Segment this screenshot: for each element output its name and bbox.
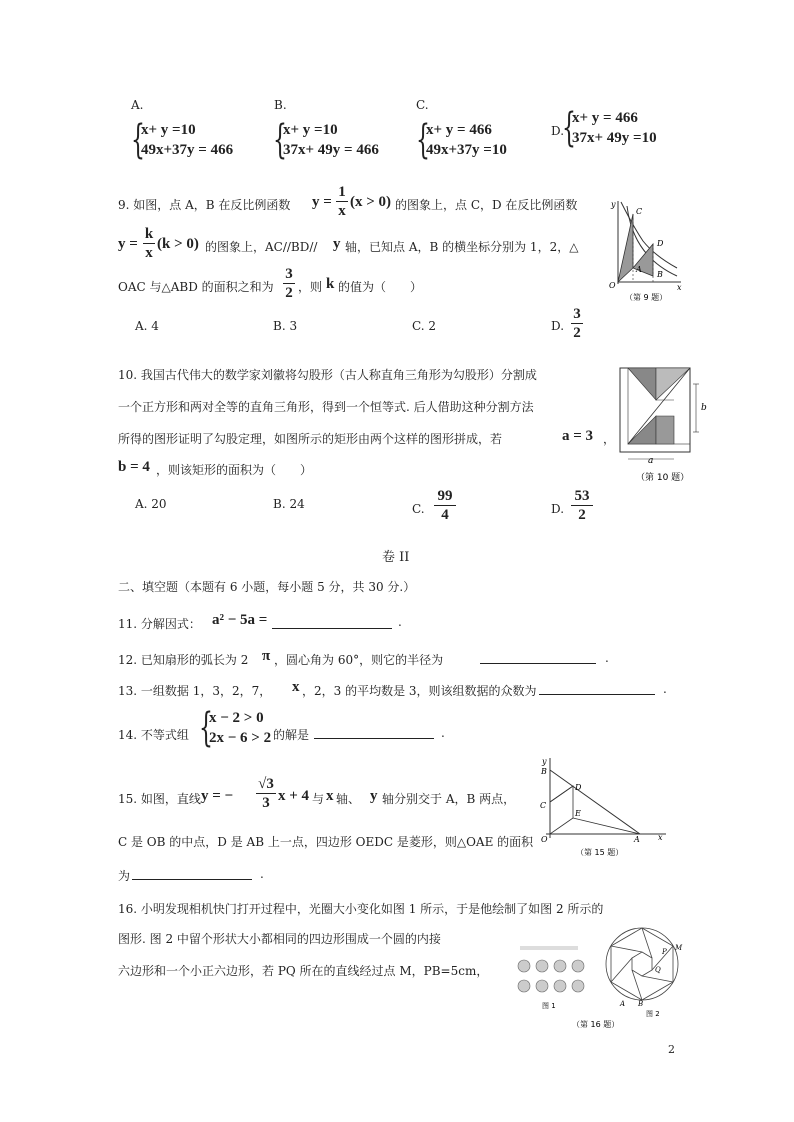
q16-fig-label-b: B xyxy=(638,1000,644,1008)
q9-option-d-label: D. xyxy=(551,319,565,333)
q9-y-axis-var: y xyxy=(333,236,341,252)
q12-text1: 12. 已知扇形的弧长为 2 xyxy=(118,653,249,667)
q10-text-line4: ，则该矩形的面积为（ ） xyxy=(156,463,313,477)
q9-fig-label-b: B xyxy=(657,270,663,279)
q15-text3: 轴、 xyxy=(336,792,361,806)
q15-text2: 与 xyxy=(312,792,325,806)
section-title: 卷 II xyxy=(382,550,410,565)
q9-sum-fraction: 3 2 xyxy=(283,266,295,301)
q9-fig-label-c: C xyxy=(636,207,643,216)
q8-option-c-label: C. xyxy=(416,98,429,112)
q10-fig-caption: （第 10 题） xyxy=(636,473,690,483)
q15-fig-caption: （第 15 题） xyxy=(576,848,624,857)
q10-text-line1: 10. 我国古代伟大的数学家刘徽将勾股形（古人称直角三角形为勾股形）分割成 xyxy=(118,368,537,382)
q9-func1-condition: (x > 0) xyxy=(350,194,392,210)
q16-figure1 xyxy=(518,946,584,992)
q15-text-line3a: 为 xyxy=(118,869,131,883)
q16-fig-label-p: P xyxy=(662,948,667,956)
q10-a-value: a = 3 xyxy=(562,428,594,444)
q10-option-c-fraction: 99 4 xyxy=(434,488,456,523)
q15-text-line2: C 是 OB 的中点，D 是 AB 上一点，四边形 OEDC 是菱形，则△OAE 的面积 xyxy=(118,835,534,849)
q9-text-line3b: ，则 xyxy=(298,280,323,294)
q15-y-var: y xyxy=(370,788,378,804)
page-number: 2 xyxy=(668,1043,675,1056)
q15-fig-label-x: x xyxy=(658,833,663,842)
q14-end: . xyxy=(441,726,445,740)
q15-text4: 轴分别交于 A，B 两点， xyxy=(382,792,516,806)
q9-option-c: C. 2 xyxy=(412,319,437,333)
q10-fig-label-b: b xyxy=(701,403,707,413)
q10-option-a: A. 20 xyxy=(135,497,167,511)
q9-text-line3a: OAC 与△ABD 的面积之和为 xyxy=(118,280,274,294)
q10-text-line2: 一个正方形和两对全等的直角三角形，得到一个恒等式. 后人借助这种分割方法 xyxy=(118,400,534,414)
q9-fig-caption: （第 9 题） xyxy=(625,293,668,302)
q15-figure xyxy=(536,754,670,860)
q11-end: . xyxy=(398,615,402,629)
q16-figure xyxy=(512,924,692,1030)
q15-rhs: x + 4 xyxy=(278,788,310,804)
q13-answer-blank[interactable] xyxy=(539,682,655,695)
q9-option-d-fraction: 3 2 xyxy=(571,306,583,341)
q12-end: . xyxy=(605,651,609,665)
q13-text2: ，2，3 的平均数是 3，则该组数据的众数为 xyxy=(302,684,537,698)
q9-fig-label-d: D xyxy=(657,239,664,248)
q9-k-var: k xyxy=(326,276,335,292)
q9-fig-label-a: A xyxy=(636,265,642,274)
q10-option-b: B. 24 xyxy=(273,497,305,511)
q9-fig-label-y: y xyxy=(611,200,616,209)
q9-func2-lhs: y = xyxy=(118,236,138,252)
q9-text-line1a: 9. 如图，点 A，B 在反比例函数 xyxy=(118,198,291,212)
q11-answer-blank[interactable] xyxy=(272,614,392,629)
q12-text2: ，圆心角为 60°，则它的半径为 xyxy=(274,653,444,667)
q9-func2-fraction: k x xyxy=(144,226,154,261)
q10-option-d-fraction: 53 2 xyxy=(571,488,593,523)
q13-end: . xyxy=(663,682,667,696)
q15-fig-label-b: B xyxy=(541,767,547,776)
q16-fig2-label: 图 2 xyxy=(646,1010,660,1018)
q9-text-line2c: 轴，已知点 A，B 的横坐标分别为 1，2，△ xyxy=(345,240,579,254)
q9-func2-condition: (k > 0) xyxy=(157,236,199,252)
q10-text-line3a: 所得的图形证明了勾股定理，如图所示的矩形由两个这样的图形拼成，若 xyxy=(118,432,503,446)
q16-fig-label-q: Q xyxy=(655,966,661,974)
q10-option-c-label: C. xyxy=(412,502,425,516)
q10-option-d-label: D. xyxy=(551,502,565,516)
q15-fig-label-c: C xyxy=(540,801,547,810)
q9-text-line3c: 的值为（ ） xyxy=(338,280,423,294)
q16-fig-label-a: A xyxy=(620,1000,626,1008)
q9-option-b: B. 3 xyxy=(273,319,298,333)
q11-text: 11. 分解因式： xyxy=(118,617,201,631)
q15-fig-label-d: D xyxy=(575,783,582,792)
q12-answer-blank[interactable] xyxy=(480,651,596,664)
q16-text-line1: 16. 小明发现相机快门打开过程中，光圈大小变化如图 1 所示，于是他绘制了如图 2 所示的 xyxy=(118,902,604,916)
q15-x-var: x xyxy=(326,788,334,804)
q16-text-line3: 六边形和一个小正六边形，若 PQ 所在的直线经过点 M，PB=5cm， xyxy=(118,964,489,978)
q15-answer-blank[interactable] xyxy=(132,867,252,880)
q9-text-line1b: 的图象上，点 C，D 在反比例函数 xyxy=(395,198,578,212)
q15-lhs: y = − xyxy=(201,788,234,804)
q10-text-line3b: ， xyxy=(603,432,616,446)
q16-fig-caption: （第 16 题） xyxy=(572,1020,620,1029)
q15-fig-label-y: y xyxy=(542,757,547,766)
q8-option-d-label: D. xyxy=(551,124,565,138)
q9-fig-label-o: O xyxy=(609,281,616,290)
q10-figure xyxy=(616,366,710,488)
q16-fig-label-m: M xyxy=(675,944,683,952)
q13-x-var: x xyxy=(292,679,300,695)
q14-text1: 14. 不等式组 xyxy=(118,728,189,742)
q9-func1-fraction: 1 x xyxy=(336,184,348,219)
q8-option-b-label: B. xyxy=(274,98,287,112)
q14-text2: 的解是 xyxy=(273,728,310,742)
q10-fig-label-a: a xyxy=(648,456,654,466)
q16-text-line2: 图形. 图 2 中留个形状大小都相同的四边形围成一个圆的内接 xyxy=(118,932,441,946)
q8-option-a-label: A. xyxy=(131,98,144,112)
q9-fig-label-x: x xyxy=(677,283,682,292)
q9-figure xyxy=(603,196,683,304)
q9-text-line2b: 的图象上，AC//BD// xyxy=(205,240,318,254)
q15-fig-label-o: O xyxy=(541,835,548,844)
q16-fig1-label: 图 1 xyxy=(542,1002,556,1010)
q12-pi: π xyxy=(262,648,271,664)
q14-answer-blank[interactable] xyxy=(314,726,434,739)
part2-heading: 二、填空题（本题有 6 小题，每小题 5 分，共 30 分.） xyxy=(118,580,416,594)
q15-end: . xyxy=(260,867,264,881)
q15-text1: 15. 如图，直线 xyxy=(118,792,201,806)
q15-slope-fraction: √3 3 xyxy=(256,776,276,811)
q10-b-value: b = 4 xyxy=(118,459,150,475)
q15-fig-label-e: E xyxy=(575,809,581,818)
q15-fig-label-a: A xyxy=(634,835,640,844)
q11-expression: a² − 5a = xyxy=(212,612,268,628)
q9-option-a: A. 4 xyxy=(135,319,159,333)
q13-text1: 13. 一组数据 1，3，2，7， xyxy=(118,684,272,698)
q16-figure2 xyxy=(606,928,678,1000)
q9-func1-lhs: y = xyxy=(312,194,332,210)
